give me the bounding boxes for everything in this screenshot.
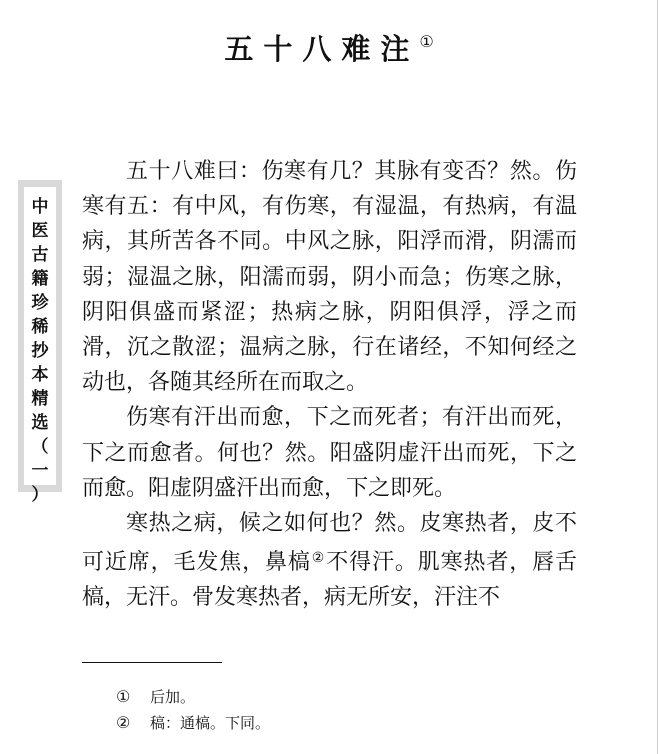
series-char: 珍 <box>31 293 49 313</box>
series-side-tab-panel <box>24 187 56 505</box>
paragraph-3-part-2: 不得汗。肌寒热者，唇舌槁，无汗。骨发寒热者，病无所安，汗注不 <box>82 550 577 611</box>
series-char: 选 <box>31 413 49 433</box>
page-title <box>0 22 658 69</box>
series-side-tab <box>18 180 62 505</box>
series-char: 古 <box>31 245 49 265</box>
series-char: ） <box>31 485 49 505</box>
title-footnote-marker: ① <box>419 32 434 51</box>
series-char: 医 <box>31 221 49 241</box>
title-text: 五十八难注 <box>224 32 420 66</box>
footnote-marker: ② <box>116 713 131 732</box>
series-char: 本 <box>31 365 49 385</box>
series-char: 稀 <box>31 317 49 337</box>
paragraph-1: 五十八难曰：伤寒有几？其脉有变否？然。伤寒有五：有中风，有伤寒，有湿温，有热病，有温病，其所苦各不同。中风之脉，阳浮而滑，阴濡而弱；湿温之脉，阳濡而弱，阴小而急；伤寒之脉，阴阳俱盛而紧涩；热病之脉，阴阳俱浮，浮之而滑，沉之散涩；温病之脉，行在诸经，不知何经之动也，各随其经所在而取之。 <box>82 159 577 396</box>
series-char: 一 <box>31 461 49 481</box>
footnote-1 <box>116 684 576 710</box>
footnote-2 <box>116 710 576 736</box>
paragraph-2: 伤寒有汗出而愈，下之而死者；有汗出而死，下之而愈者。何也？然。阳盛阴虚汗出而死，下之而愈。阳虚阴盛汗出而愈，下之即死。 <box>82 405 577 501</box>
inline-footnote-marker: ② <box>311 550 326 567</box>
series-char: 籍 <box>31 269 49 289</box>
series-char: 中 <box>31 197 49 217</box>
series-title-vertical <box>24 195 56 507</box>
paragraph-3-part-1: 寒热之病，候之如何也？然。皮寒热者，皮不可近席，毛发焦，鼻槁 <box>82 511 577 576</box>
body-text <box>82 154 577 616</box>
paragraph-3 <box>82 506 577 616</box>
series-char: 抄 <box>31 341 49 361</box>
footnote-text: 稿：通槁。下同。 <box>150 714 271 732</box>
footnote-text: 后加。 <box>150 688 196 706</box>
series-char: 精 <box>31 389 49 409</box>
footnote-marker: ① <box>116 687 131 706</box>
series-char: （ <box>31 437 49 457</box>
footnote-divider <box>82 662 222 663</box>
footnotes <box>116 684 576 736</box>
